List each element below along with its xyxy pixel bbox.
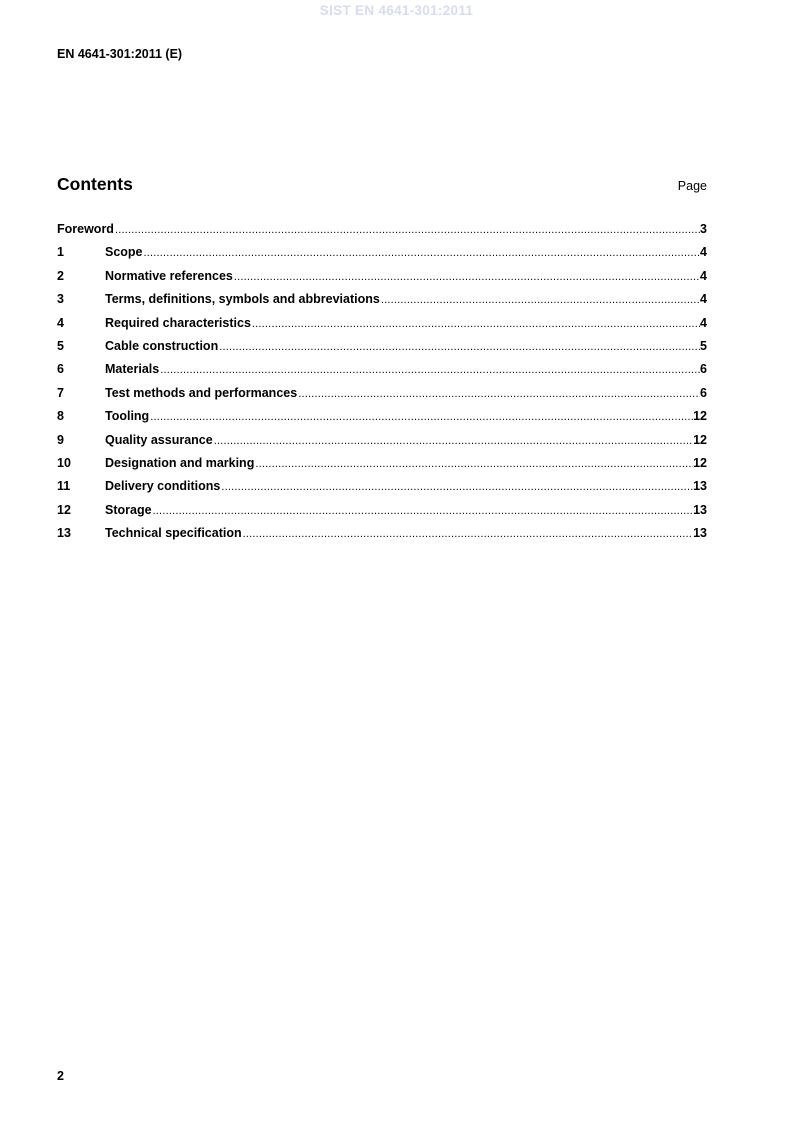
toc-leader-dots (220, 481, 693, 493)
toc-entry-number: 8 (57, 409, 64, 424)
toc-entry-page: 6 (700, 385, 707, 400)
toc-entry-number: 12 (57, 502, 71, 517)
page-number: 2 (57, 1069, 64, 1083)
toc-leader-dots (254, 458, 693, 470)
toc-entry-test-methods[interactable] (57, 386, 707, 409)
toc-page-label: Page (677, 179, 707, 193)
toc-leader-dots (149, 411, 693, 423)
toc-entry-title: Foreword (57, 222, 114, 236)
toc-entry-title: Materials (105, 362, 160, 377)
toc-entry-page: 3 (700, 222, 707, 236)
toc-leader-dots (114, 224, 700, 236)
toc-entry-page: 4 (700, 315, 707, 330)
toc-entry-number: 4 (57, 315, 64, 330)
toc-leader-dots (159, 364, 700, 376)
toc-entry-materials[interactable] (57, 362, 707, 385)
toc-entry-number: 1 (57, 245, 64, 260)
toc-entry-technical-specification[interactable] (57, 526, 707, 549)
toc-entry-number: 10 (57, 455, 71, 470)
toc-leader-dots (251, 318, 700, 330)
toc-entry-number: 11 (57, 479, 71, 494)
table-of-contents (57, 222, 707, 549)
toc-leader-dots (242, 528, 693, 540)
toc-entry-page: 4 (700, 268, 707, 283)
toc-entry-page: 12 (693, 409, 707, 424)
toc-entry-title: Scope (105, 245, 143, 260)
toc-leader-dots (152, 505, 694, 517)
toc-entry-title: Test methods and performances (105, 385, 298, 400)
toc-leader-dots (297, 388, 700, 400)
toc-entry-foreword[interactable] (57, 222, 707, 245)
toc-entry-title: Terms, definitions, symbols and abbreviations (105, 292, 380, 307)
toc-leader-dots (143, 247, 701, 259)
toc-entry-required-characteristics[interactable] (57, 316, 707, 339)
toc-title: Contents (57, 174, 133, 194)
toc-entry-delivery-conditions[interactable] (57, 479, 707, 502)
toc-entry-number: 6 (57, 362, 64, 377)
toc-entry-page: 12 (693, 432, 707, 447)
watermark: SIST EN 4641-301:2011 (319, 3, 474, 18)
toc-entry-page: 4 (700, 245, 707, 260)
toc-entry-quality-assurance[interactable] (57, 433, 707, 456)
toc-entry-page: 4 (700, 292, 707, 307)
toc-entry-title: Designation and marking (105, 455, 255, 470)
toc-leader-dots (213, 435, 693, 447)
toc-entry-number: 13 (57, 526, 71, 541)
toc-leader-dots (218, 341, 700, 353)
toc-entry-number: 5 (57, 338, 64, 353)
document-identifier: EN 4641-301:2011 (E) (57, 47, 183, 61)
toc-entry-page: 13 (693, 502, 707, 517)
toc-entry-number: 9 (57, 432, 64, 447)
toc-entry-terms-definitions[interactable] (57, 292, 707, 315)
toc-entry-scope[interactable] (57, 245, 707, 268)
toc-entry-storage[interactable] (57, 503, 707, 526)
toc-entry-page: 5 (700, 338, 707, 353)
toc-entry-title: Quality assurance (105, 432, 213, 447)
toc-entry-number: 2 (57, 268, 64, 283)
toc-entry-title: Normative references (105, 268, 233, 283)
toc-leader-dots (380, 294, 700, 306)
toc-entry-number: 3 (57, 292, 64, 307)
toc-entry-title: Delivery conditions (105, 479, 221, 494)
toc-entry-title: Technical specification (105, 526, 242, 541)
toc-leader-dots (233, 271, 700, 283)
toc-entry-title: Required characteristics (105, 315, 251, 330)
toc-entry-normative-references[interactable] (57, 269, 707, 292)
toc-entry-page: 12 (693, 455, 707, 470)
toc-entry-tooling[interactable] (57, 409, 707, 432)
toc-entry-page: 13 (693, 479, 707, 494)
toc-entry-page: 6 (700, 362, 707, 377)
toc-entry-title: Tooling (105, 409, 150, 424)
toc-entry-page: 13 (693, 526, 707, 541)
toc-entry-cable-construction[interactable] (57, 339, 707, 362)
toc-entry-number: 7 (57, 385, 64, 400)
toc-entry-title: Cable construction (105, 338, 219, 353)
toc-entry-title: Storage (105, 502, 152, 517)
toc-entry-designation-marking[interactable] (57, 456, 707, 479)
toc-header (57, 174, 707, 198)
